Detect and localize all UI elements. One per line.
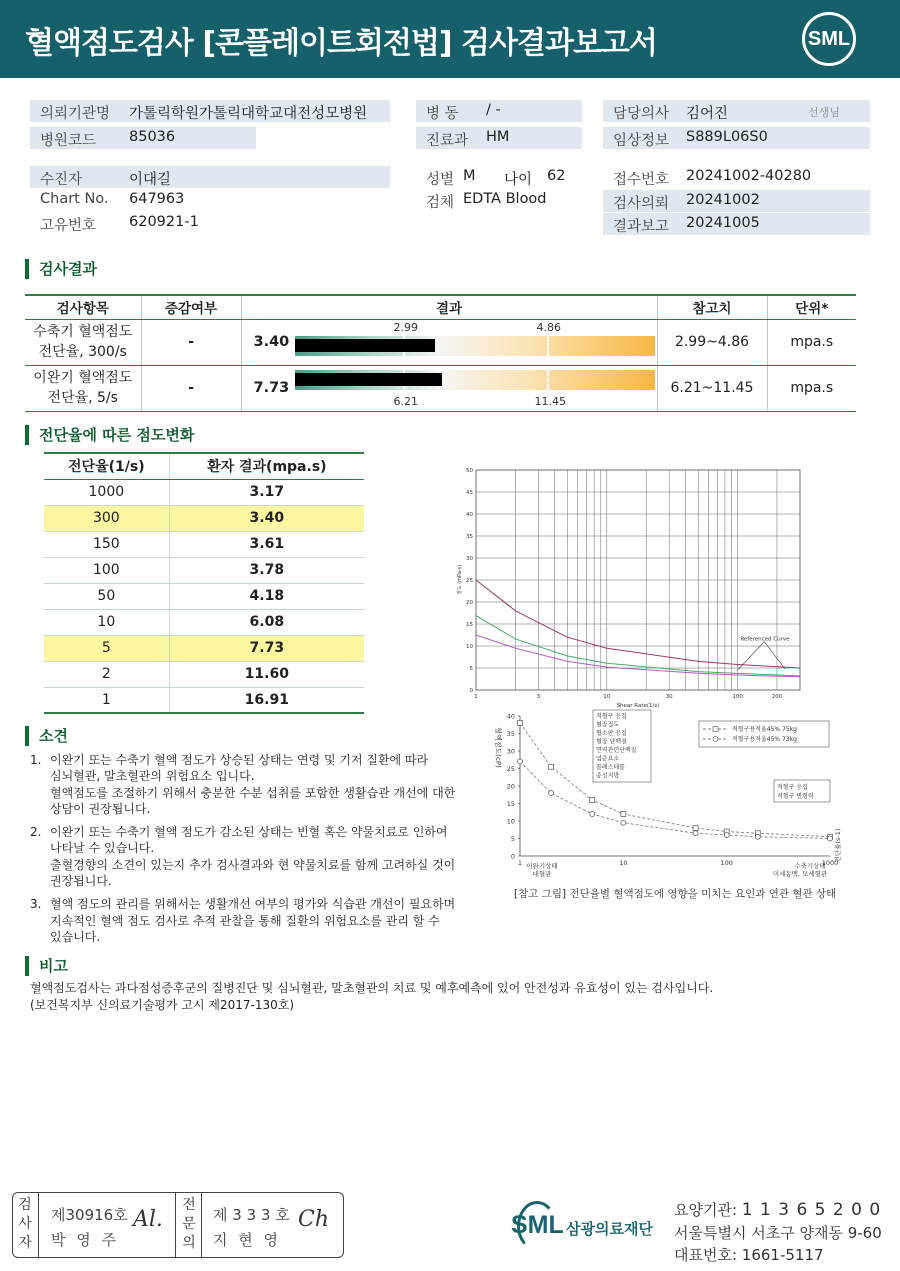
- y-tick-label: 50: [466, 468, 473, 474]
- result-item-line2: 전단율, 5/s: [47, 390, 118, 406]
- footer-sml-logo: SML: [511, 1199, 561, 1255]
- legend-marker: [713, 727, 718, 732]
- y-tick-label: 40: [506, 712, 515, 721]
- reference-figure-chart: [486, 706, 846, 906]
- chart-value: 647963: [129, 191, 185, 207]
- x-tick-label: 1000: [821, 859, 839, 867]
- findings-section-title: 소견: [25, 726, 68, 746]
- y-tick-label: 0: [510, 852, 515, 861]
- shear-rate: 2: [44, 661, 169, 687]
- specialist-no: 제 3 3 3 호: [213, 1206, 290, 1224]
- shear-rate: 50: [44, 583, 169, 609]
- y-tick-label: 5: [510, 835, 515, 843]
- ref-low-tick: 2.99: [393, 320, 418, 334]
- shear-header: 전단율(1/s): [44, 453, 169, 479]
- factor-label: 혈소판 응집: [596, 730, 627, 737]
- specimen-row: [416, 189, 586, 211]
- results-section-title: 검사결과: [25, 259, 97, 279]
- request-label: 검사의뢰: [613, 196, 670, 212]
- shear-value: 16.91: [169, 687, 364, 713]
- factor-label: 적혈구 변형력: [777, 793, 814, 800]
- shear-row: [44, 479, 364, 505]
- y-tick-label: 45: [466, 490, 473, 496]
- examiner-label: 검 사 자: [18, 1197, 32, 1251]
- finding-line: 나타날 수 있습니다.: [50, 841, 155, 856]
- shear-rate: 10: [44, 609, 169, 635]
- report-title: 혈액점도검사 [콘플레이트회전법] 검사결과보고서: [25, 26, 657, 61]
- y-tick-label: 0: [469, 688, 473, 694]
- examiner-name: 박 영 주: [51, 1231, 120, 1249]
- y-tick-label: 20: [466, 600, 473, 606]
- y-axis-label: 혈액점도(cP): [494, 727, 502, 768]
- y-tick-label: 20: [506, 782, 515, 791]
- y-axis-label: 점도 (mPa·s): [457, 564, 463, 596]
- factor-label: 중성지방: [596, 772, 620, 780]
- factor-label: 혈장점도: [596, 721, 620, 729]
- shear-value: 6.08: [169, 609, 364, 635]
- age-label: 나이: [504, 172, 533, 188]
- annotation-label: Referenced Curve: [740, 636, 790, 643]
- remark-text: [30, 980, 850, 1014]
- specimen-label: 검체: [426, 195, 455, 211]
- signature-box: [12, 1192, 344, 1258]
- shear-value: 3.61: [169, 531, 364, 557]
- sex-age-row: [416, 166, 586, 188]
- result-bar-cell: [241, 319, 657, 365]
- remark-section-title: 비고: [25, 956, 68, 976]
- footer-phone-value: 1661-5117: [741, 1246, 824, 1264]
- age-value: 62: [547, 168, 566, 184]
- result-value: 7.73: [253, 379, 290, 396]
- shear-row: [44, 687, 364, 713]
- report-value: 20241005: [686, 215, 760, 231]
- finding-line: 상담이 권장됩니다.: [50, 801, 151, 816]
- sex-value: M: [463, 168, 476, 184]
- shear-section-title: 전단율에 따른 점도변화: [25, 425, 194, 445]
- shear-value: 3.40: [169, 505, 364, 531]
- shear-value: 11.60: [169, 661, 364, 687]
- finding-line: 혈액 점도의 관리를 위해서는 생활개선 여부의 평가와 식습관 개선이 필요하며: [50, 897, 456, 912]
- shear-value: 3.78: [169, 557, 364, 583]
- ward-row: [416, 100, 582, 122]
- result-unit: mpa.s: [767, 319, 856, 365]
- shear-value: 3.17: [169, 479, 364, 505]
- findings-list: [30, 752, 462, 952]
- shear-rate: 150: [44, 531, 169, 557]
- y-tick-label: 5: [469, 666, 473, 672]
- ref-low-tick: 6.21: [393, 394, 418, 408]
- x-left-label: 대혈관: [532, 870, 552, 878]
- finding-line: 이완기 또는 수축기 혈액 점도가 감소된 상태는 빈혈 혹은 약물치료로 인하여: [50, 825, 448, 840]
- result-change: -: [141, 319, 241, 365]
- clinical-row: [603, 127, 870, 149]
- reference-figure-caption: [참고 그림] 전단율별 혈액점도에 영향을 미치는 요인과 연관 혈관 상태: [514, 888, 837, 900]
- shear-rate: 100: [44, 557, 169, 583]
- result-item: [25, 319, 141, 365]
- finding-line: 이완기 또는 수축기 혈액 점도가 상승된 상태는 연령 및 기저 질환에 따라: [50, 753, 429, 767]
- finding-line: 있습니다.: [50, 929, 101, 944]
- factor-label: 염증요소: [596, 755, 620, 763]
- data-point: [755, 834, 760, 839]
- doctor-suffix: 선생님: [808, 106, 840, 119]
- x-tick-label: 10: [603, 694, 611, 700]
- footer-reg-label: 요양기관:: [674, 1201, 738, 1219]
- finding-line: 심뇌혈관, 말초혈관의 위험요소 입니다.: [50, 769, 255, 784]
- hospital-value: 가톨릭학원가톨릭대학교대전성모병원: [129, 106, 368, 122]
- doctor-value: 김어진: [686, 106, 729, 122]
- result-row: [25, 319, 856, 365]
- data-point: [590, 798, 595, 803]
- report-header: [0, 0, 900, 78]
- doctor-label: 담당의사: [613, 106, 670, 122]
- x-tick-label: 3: [536, 694, 541, 700]
- data-point: [549, 764, 554, 769]
- y-tick-label: 25: [466, 578, 473, 584]
- request-row: [603, 190, 870, 212]
- factor-label: 혈장 단백질: [596, 738, 627, 746]
- shear-header-row: [44, 453, 364, 479]
- x-right-label: 수축기상태: [794, 862, 826, 870]
- finding-line: 권장됩니다.: [50, 874, 112, 889]
- results-header-row: [25, 295, 856, 319]
- finding-item: [30, 896, 462, 945]
- x-tick-label: 1: [474, 694, 478, 700]
- result-gauge-fill: [295, 373, 443, 386]
- uid-row: [30, 212, 390, 234]
- doctor-row: [603, 100, 870, 122]
- y-tick-label: 15: [506, 800, 515, 808]
- shear-rate: 1000: [44, 479, 169, 505]
- specimen-value: EDTA Blood: [463, 191, 547, 207]
- shear-row: [44, 609, 364, 635]
- y-tick-label: 30: [466, 556, 473, 562]
- ref-high-tick: 4.86: [536, 320, 561, 334]
- dept-label: 진료과: [426, 133, 469, 149]
- clinical-value: S889L06S0: [686, 129, 768, 145]
- chart-row: [30, 189, 390, 211]
- code-label: 병원코드: [40, 133, 97, 149]
- footer-reg: [674, 1199, 881, 1220]
- uid-label: 고유번호: [40, 218, 97, 234]
- hospital-row: [30, 100, 390, 122]
- patient-value: 이대길: [129, 172, 172, 188]
- result-gauge-fill: [295, 339, 435, 352]
- finding-item: [30, 824, 462, 889]
- result-gauge: [295, 336, 655, 356]
- patient-label: 수진자: [40, 172, 83, 188]
- remark-line: 혈액점도검사는 과다점성증후군의 질병진단 및 심뇌혈관, 말초혈관의 치료 및 예후예측에 있어 안전성과 유효성이 있는 검사입니다.: [30, 981, 714, 995]
- x-tick-label: 1: [517, 859, 523, 867]
- results-table: [25, 294, 856, 412]
- report-row: [603, 213, 870, 235]
- y-tick-label: 10: [466, 644, 473, 650]
- x-tick-label: 100: [732, 694, 743, 700]
- finding-number: 2.: [30, 825, 42, 840]
- y-tick-label: 10: [506, 817, 515, 826]
- examiner-no: 제30916호: [51, 1206, 128, 1224]
- result-item: [25, 365, 141, 411]
- result-row: [25, 365, 856, 411]
- footer-address: 서울특별시 서초구 양재동 9-60: [674, 1224, 882, 1242]
- y-tick-label: 25: [506, 765, 515, 773]
- result-bar-cell: [241, 365, 657, 411]
- examiner-signature: Al.: [133, 1207, 163, 1232]
- receipt-row: [603, 166, 870, 188]
- result-gauge: [295, 370, 655, 390]
- footer-reg-no: 1 1 3 6 5 2 0 0: [741, 1200, 882, 1220]
- results-header: 검사항목: [25, 295, 141, 319]
- finding-item: [30, 752, 462, 817]
- result-value: 3.40: [253, 333, 290, 350]
- factor-label: 면역관련단백질: [596, 747, 637, 754]
- data-point: [724, 833, 729, 838]
- data-point: [693, 831, 698, 836]
- x-tick-label: 200: [771, 694, 783, 700]
- chart-label: Chart No.: [40, 191, 109, 207]
- shear-row: [44, 557, 364, 583]
- footer-org-name: 삼광의료재단: [566, 1220, 653, 1238]
- shear-value: 4.18: [169, 583, 364, 609]
- results-header: 단위*: [767, 295, 856, 319]
- result-ref: 2.99~4.86: [657, 319, 767, 365]
- shear-rate: 300: [44, 505, 169, 531]
- data-point: [518, 759, 523, 764]
- data-point: [549, 791, 554, 796]
- results-header: 참고치: [657, 295, 767, 319]
- specialist-signature: Ch: [298, 1207, 330, 1232]
- legend-label: 적혈구용적율45% 75kg: [732, 726, 797, 733]
- y2-axis-label: 전단율(s-1): [834, 828, 842, 863]
- data-point: [693, 826, 698, 831]
- data-point: [590, 812, 595, 817]
- result-item-line1: 이완기 혈액점도: [33, 370, 133, 386]
- x-axis-label: Shear Rate(1/s): [616, 703, 660, 709]
- footer-phone-label: 대표번호:: [674, 1246, 738, 1264]
- result-change: -: [141, 365, 241, 411]
- legend-marker: [713, 737, 718, 742]
- finding-line: 출혈경향의 소견이 있는지 추가 검사결과와 현 약물치료를 함께 고려하실 것이: [50, 857, 456, 872]
- sml-logo: SML: [802, 12, 856, 66]
- ward-value: / -: [486, 102, 501, 118]
- legend-label: 적혈구용적율45% 73kg: [732, 736, 797, 743]
- shear-value: 7.73: [169, 635, 364, 661]
- factor-label: 적혈구 응집: [777, 784, 808, 791]
- specialist-label: 전 문 의: [182, 1197, 196, 1251]
- y-tick-label: 15: [466, 622, 473, 628]
- shear-row: [44, 505, 364, 531]
- x-tick-label: 10: [619, 859, 628, 867]
- shear-header: 환자 결과(mpa.s): [169, 453, 364, 479]
- finding-number: 3.: [30, 897, 42, 912]
- legend-box: [699, 721, 829, 747]
- y-tick-label: 40: [466, 512, 473, 518]
- shear-row: [44, 531, 364, 557]
- finding-line: 지속적인 혈액 점도 검사로 추적 관찰을 통해 질환의 위험요소를 관리 할 수: [50, 913, 440, 928]
- ref-high-tick: 11.45: [534, 394, 566, 408]
- data-point: [828, 836, 833, 841]
- uid-value: 620921-1: [129, 214, 199, 230]
- y-tick-label: 35: [466, 534, 473, 540]
- x-tick-label: 30: [665, 694, 673, 700]
- request-value: 20241002: [686, 192, 760, 208]
- report-label: 결과보고: [613, 219, 670, 235]
- results-header: 결과: [241, 295, 657, 319]
- finding-line: 혈액점도를 조절하기 위해서 충분한 수분 섭취를 포함한 생활습관 개선에 대한: [50, 785, 456, 800]
- footer-phone: [674, 1244, 824, 1265]
- shear-rate: 5: [44, 635, 169, 661]
- y-tick-label: 35: [506, 730, 515, 738]
- receipt-value: 20241002-40280: [686, 168, 812, 184]
- x-right-label: 미세동맥, 모세혈관: [772, 870, 828, 878]
- dept-value: HM: [486, 129, 510, 145]
- result-item-line1: 수축기 혈액점도: [33, 324, 133, 340]
- shear-row: [44, 661, 364, 687]
- patient-row: [30, 166, 390, 188]
- results-header: 증감여부: [141, 295, 241, 319]
- y-tick-label: 30: [506, 747, 515, 756]
- viscosity-curve-chart: [455, 462, 805, 712]
- code-row: [30, 127, 256, 149]
- factor-label: 콜레스테롤: [596, 764, 625, 771]
- receipt-label: 접수번호: [613, 172, 670, 188]
- ward-label: 병 동: [426, 106, 459, 122]
- x-tick-label: 100: [720, 859, 733, 867]
- hospital-label: 의뢰기관명: [40, 106, 111, 122]
- shear-row: [44, 583, 364, 609]
- specialist-name: 지 현 영: [213, 1231, 282, 1249]
- finding-number: 1.: [30, 753, 42, 767]
- x-left-label: 이완기상태: [526, 862, 558, 870]
- dept-row: [416, 127, 582, 149]
- remark-line: (보건복지부 신의료기술평가 고시 제2017-130호): [30, 998, 295, 1012]
- clinical-label: 임상정보: [613, 133, 670, 149]
- factor-label: 적혈구 응집: [596, 713, 627, 720]
- shear-rate: 1: [44, 687, 169, 713]
- shear-table: [44, 452, 364, 714]
- data-point: [518, 721, 523, 726]
- shear-row: [44, 635, 364, 661]
- result-unit: mpa.s: [767, 365, 856, 411]
- sex-label: 성별: [426, 172, 455, 188]
- data-point: [621, 820, 626, 825]
- code-value: 85036: [129, 129, 176, 145]
- result-item-line2: 전단율, 300/s: [38, 344, 127, 360]
- result-ref: 6.21~11.45: [657, 365, 767, 411]
- data-point: [621, 812, 626, 817]
